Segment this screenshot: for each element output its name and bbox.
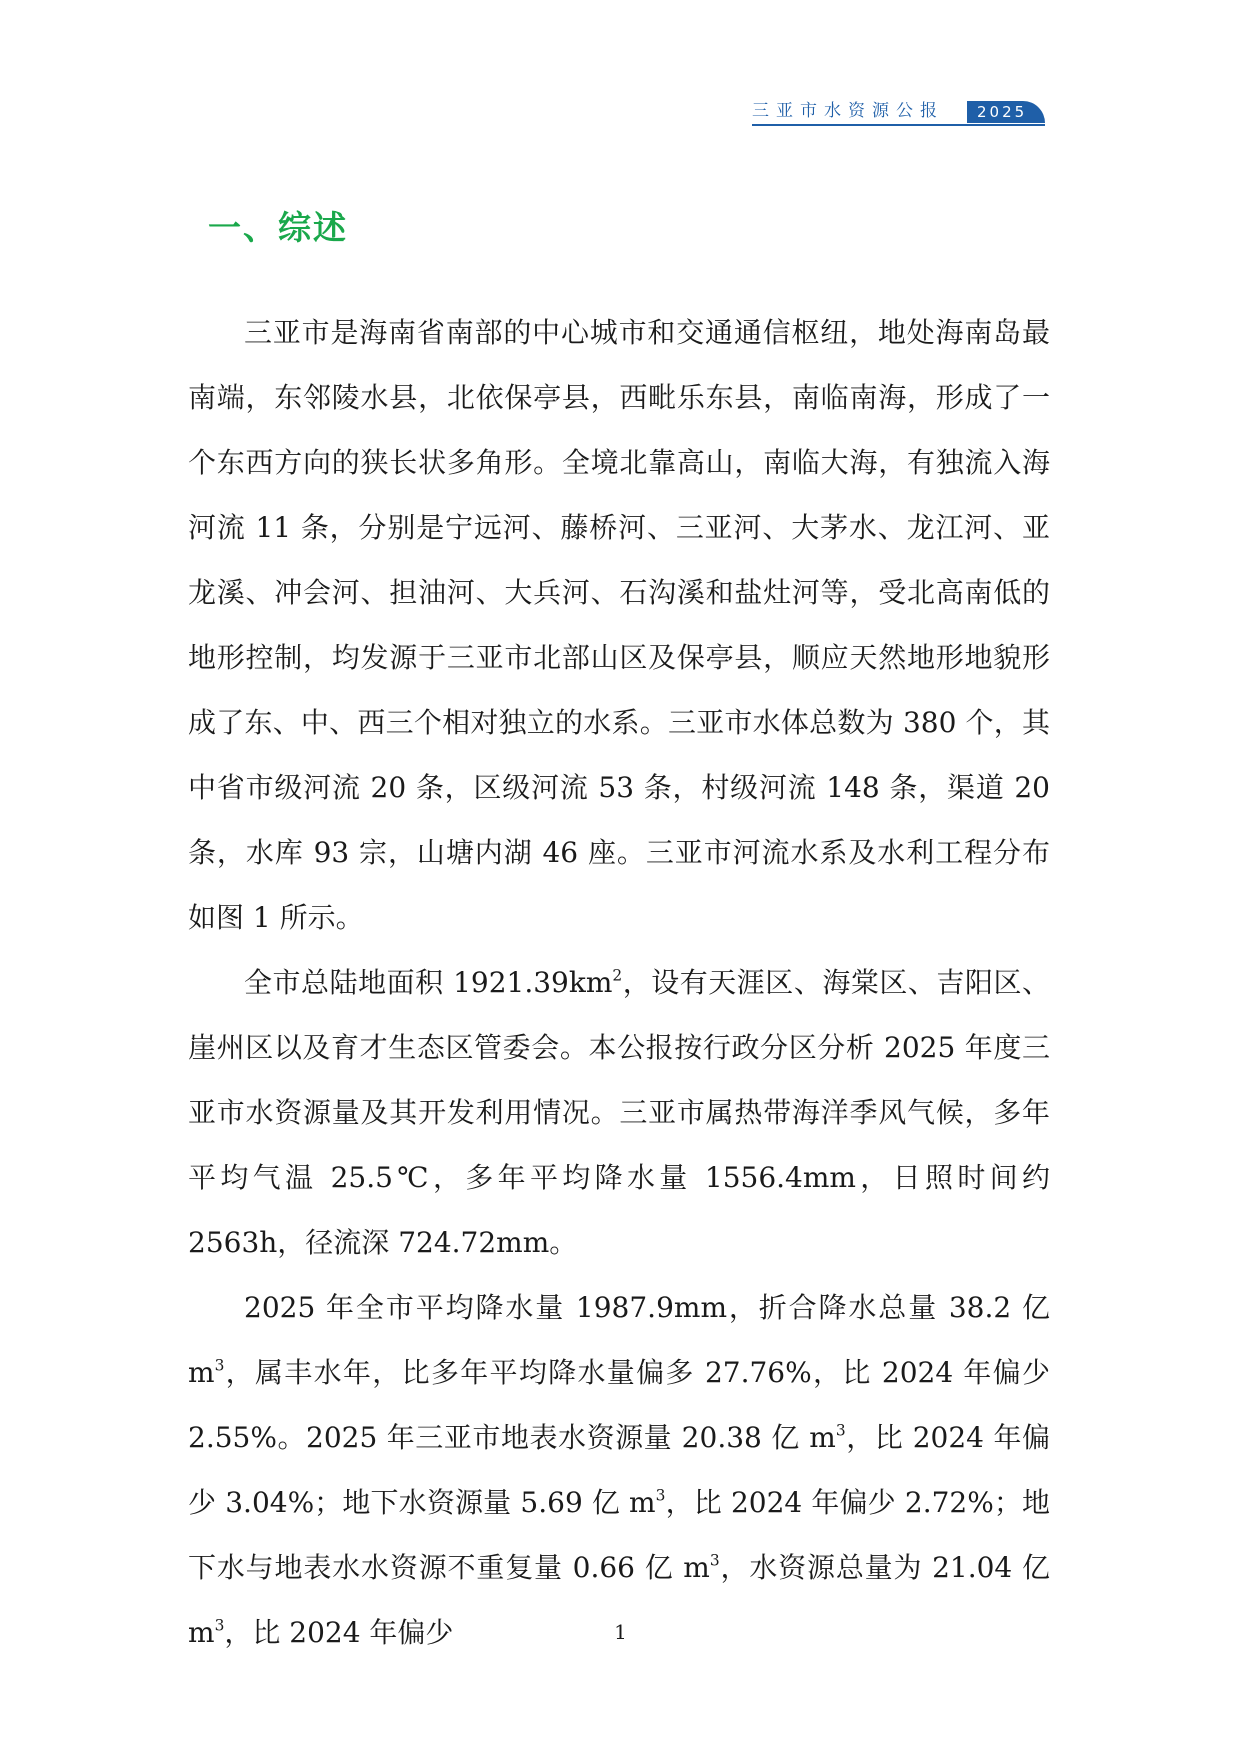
- header-year-badge: 2025: [967, 101, 1045, 123]
- paragraph-overview-text: 三亚市是海南省南部的中心城市和交通通信枢纽，地处海南岛最南端，东邻陵水县，北依保亭县，西毗乐东县，南临南海，形成了一个东西方向的狭长状多角形。全境北靠高山，南临大海，有独流入海河流 11 条，分别是宁远河、藤桥河、三亚河、大茅水、龙江河、亚龙溪、冲会河、担油河、大兵河、石沟溪和盐灶河等，受北高南低的地形控制，均发源于三亚市北部山区及保亭县，顺应天然地形地貌形成了东、中、西三个相对独立的水系。三亚市水体总数为 380 个，其中省市级河流 20 条，区级河流 53 条，村级河流 148 条，渠道 20 条，水库 93 宗，山塘内湖 46 座。三亚市河流水系及水利工程分布如图 1 所示。: [188, 316, 1050, 934]
- paragraph-water-text-a: 2025 年全市平均降水量 1987.9mm，折合降水总量 38.2 亿 m: [188, 1291, 1050, 1389]
- superscript: 3: [214, 1616, 225, 1635]
- paragraph-area-text-a: 全市总陆地面积 1921.39km: [244, 966, 613, 999]
- page-header: [752, 100, 1052, 126]
- superscript: 3: [709, 1551, 720, 1570]
- paragraph-overview: [188, 300, 1050, 950]
- header-rule: [752, 124, 1045, 126]
- paragraph-water-text-e: ，水资源总量为 21.04 亿 m: [188, 1551, 1050, 1649]
- paragraph-water-text-f: ，比 2024 年偏少: [224, 1616, 454, 1649]
- paragraph-area-text-b: ，设有天涯区、海棠区、吉阳区、崖州区以及育才生态区管委会。本公报按行政分区分析 2025 年度三亚市水资源量及其开发利用情况。三亚市属热带海洋季风气候，多年平均气温 25.5℃，多年平均降水量 1556.4mm，日照时间约 2563h，径流深 724.72mm。: [188, 966, 1050, 1259]
- superscript: 2: [612, 966, 623, 985]
- paragraph-water-text-b: ，属丰水年，比多年平均降水量偏多 27.76%，比 2024 年偏少 2.55%。2025 年三亚市地表水资源量 20.38 亿 m: [188, 1356, 1050, 1454]
- body-text: [188, 300, 1050, 1665]
- paragraph-water-text-c: ，比 2024 年偏少 3.04%；地下水资源量 5.69 亿 m: [188, 1421, 1050, 1519]
- paragraph-area-climate: [188, 950, 1050, 1275]
- superscript: 3: [214, 1356, 225, 1375]
- header-title: 三亚市水资源公报: [752, 101, 944, 121]
- paragraph-water-resources: [188, 1275, 1050, 1665]
- section-title: 一、综述: [208, 208, 348, 247]
- page-number: 1: [614, 1620, 627, 1644]
- superscript: 3: [835, 1421, 846, 1440]
- superscript: 3: [655, 1486, 666, 1505]
- paragraph-water-text-d: ，比 2024 年偏少 2.72%；地下水与地表水水资源不重复量 0.66 亿 m: [188, 1486, 1050, 1584]
